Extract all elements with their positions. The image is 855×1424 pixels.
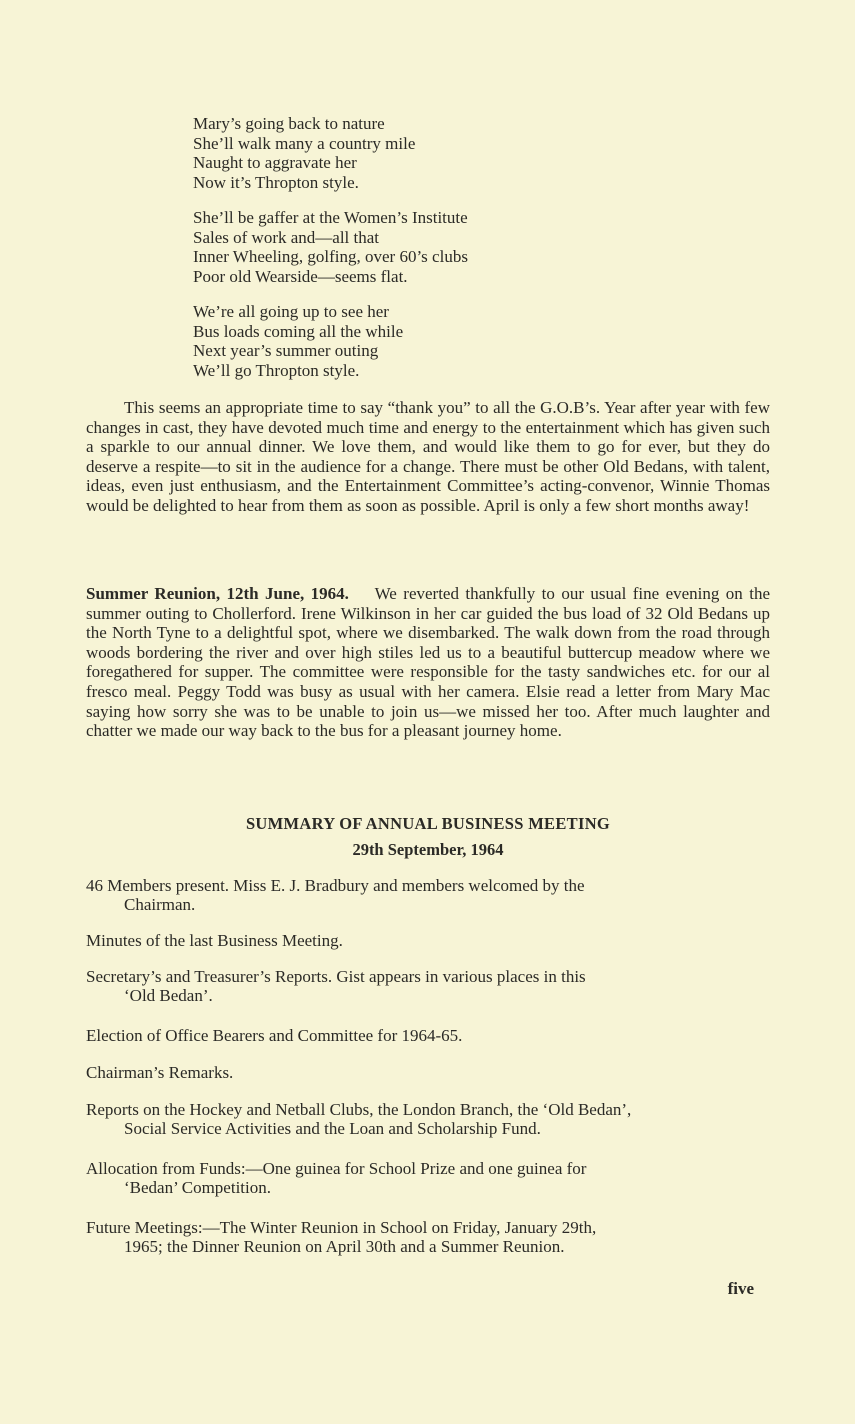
meeting-item-continuation: Chairman.: [124, 894, 196, 914]
poem-line: Naught to aggravate her: [193, 153, 357, 172]
meeting-item: [86, 932, 770, 951]
poem-stanza: [193, 208, 613, 286]
poem-line: Mary’s going back to nature: [193, 114, 385, 133]
meeting-item: [86, 1101, 770, 1138]
poem-line: We’re all going up to see her: [193, 302, 389, 321]
meeting-item: [86, 1027, 770, 1046]
poem-line: Next year’s summer outing: [193, 341, 379, 360]
poem-stanza: [193, 302, 613, 380]
meeting-item-text: Future Meetings:—The Winter Reunion in School on Friday, January 29th,: [86, 1218, 597, 1237]
meeting-item: [86, 1064, 770, 1083]
meeting-item: [86, 877, 770, 914]
meeting-item-continuation: Social Service Activities and the Loan and Scholarship Fund.: [124, 1118, 541, 1138]
meeting-item-text: 46 Members present. Miss E. J. Bradbury and members welcomed by the: [86, 876, 585, 895]
meeting-item-continuation: ‘Bedan’ Competition.: [124, 1177, 271, 1197]
poem-line: Inner Wheeling, golfing, over 60’s clubs: [193, 247, 468, 266]
poem-stanza: [193, 114, 613, 192]
thanks-paragraph: [86, 398, 770, 516]
meeting-item: [86, 1160, 770, 1197]
summer-reunion-text: We reverted thankfully to our usual fine evening on the summer outing to Chollerford. Irene Wilkinson in her car guided the bus load of 32 Old Bedans up the North Tyne to a delightful spot, where we disembarked. The walk down from the road through woods bordering the river and over high stiles led us to a beautiful buttercup meadow where we foregathered for supper. The committee were responsible for the tasty sandwiches etc. for our al fresco meal. Peggy Todd was busy as usual with her camera. Elsie read a letter from Mary Mac saying how sorry she was to be unable to join us—we missed her too. After much laughter and chatter we made our way back to the bus for a pleasant journey home.: [86, 584, 770, 741]
poem-line: She’ll walk many a country mile: [193, 133, 416, 153]
meeting-item-text: Allocation from Funds:—One guinea for School Prize and one guinea for: [86, 1159, 587, 1178]
meeting-item-continuation: 1965; the Dinner Reunion on April 30th and a Summer Reunion.: [124, 1236, 565, 1256]
meeting-item-text: Minutes of the last Business Meeting.: [86, 931, 343, 950]
meeting-title: SUMMARY OF ANNUAL BUSINESS MEETING: [245, 814, 611, 833]
summer-reunion-paragraph: [86, 584, 770, 741]
page-number: five: [727, 1279, 754, 1298]
meeting-item-text: Secretary’s and Treasurer’s Reports. Gist appears in various places in this: [86, 967, 586, 986]
meeting-item: [86, 968, 770, 1005]
summer-reunion-heading: Summer Reunion, 12th June, 1964.: [86, 584, 349, 603]
meeting-item-text: Election of Office Bearers and Committee for 1964-65.: [86, 1026, 463, 1045]
poem-line: We’ll go Thropton style.: [193, 360, 360, 380]
poem-line: She’ll be gaffer at the Women’s Institute: [193, 208, 468, 227]
poem-line: Now it’s Thropton style.: [193, 172, 359, 192]
poem-line: Bus loads coming all the while: [193, 321, 404, 341]
meeting-item-continuation: ‘Old Bedan’.: [124, 985, 213, 1005]
meeting-item-text: Reports on the Hockey and Netball Clubs, the London Branch, the ‘Old Bedan’,: [86, 1100, 632, 1119]
meeting-date: 29th September, 1964: [352, 840, 504, 859]
thanks-paragraph-text: This seems an appropriate time to say “thank you” to all the G.O.B’s. Year after year with few changes in cast, they have devoted much time and energy to the entertainment which has given such a sparkle to our annual dinner. We love them, and would like them to go for ever, but they do deserve a respite—to sit in the audience for a change. There must be other Old Bedans, with talent, ideas, even just enthusiasm, and the Entertainment Committee’s acting-convenor, Winnie Thomas would be delighted to hear from them as soon as possible. April is only a few short months away!: [86, 398, 770, 515]
poem-line: Poor old Wearside—seems flat.: [193, 266, 408, 286]
poem-line: Sales of work and—all that: [193, 227, 380, 247]
meeting-item: [86, 1219, 770, 1256]
meeting-item-text: Chairman’s Remarks.: [86, 1063, 234, 1082]
